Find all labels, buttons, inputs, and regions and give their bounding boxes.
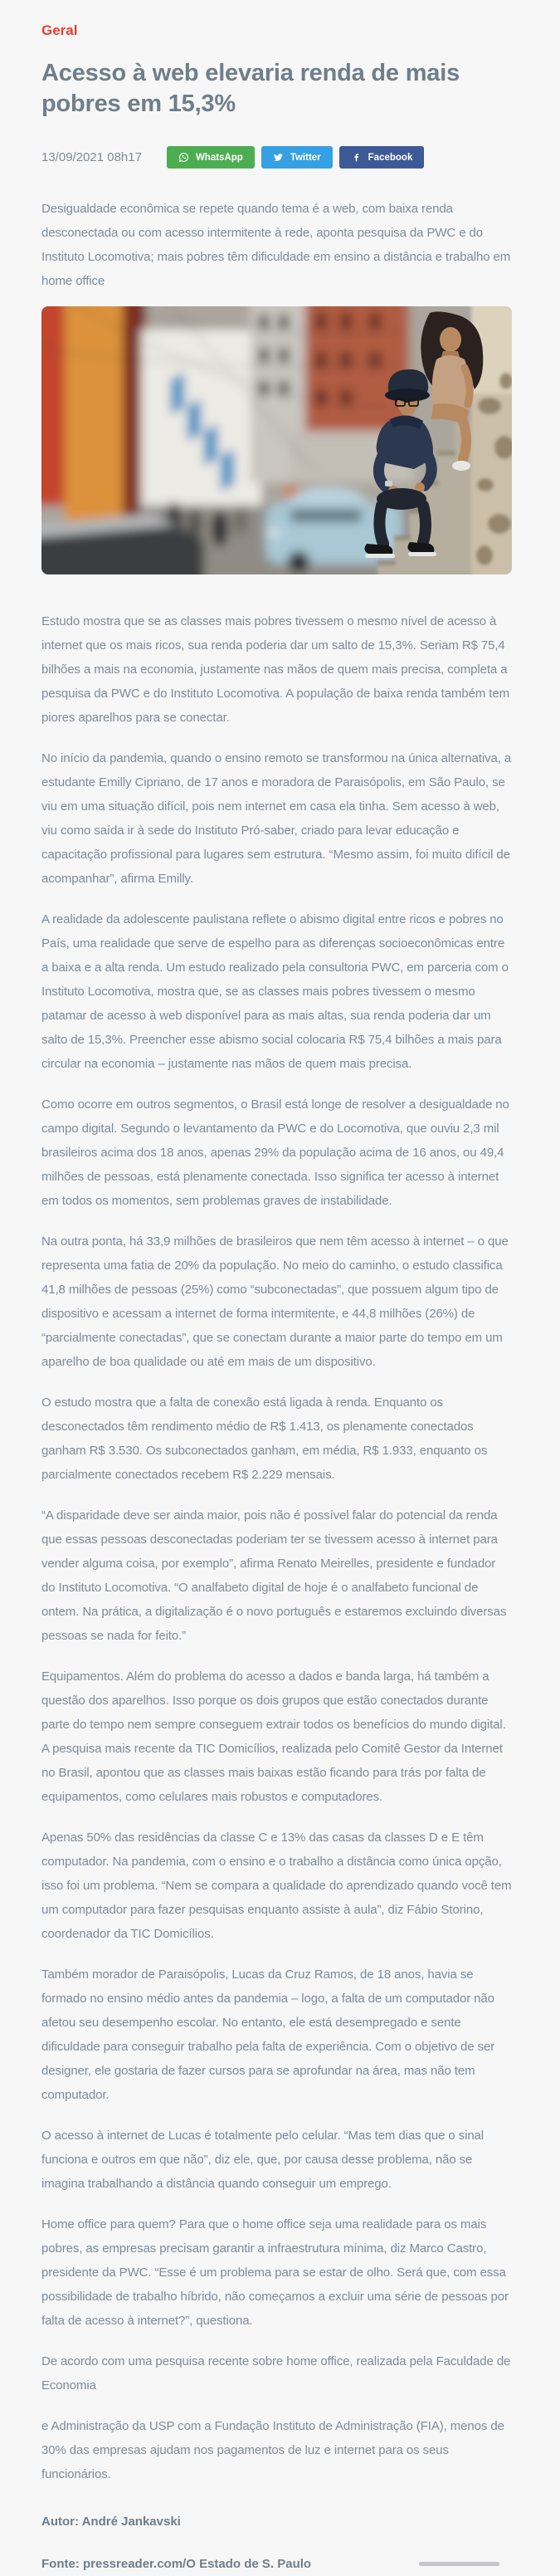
article-paragraph: A realidade da adolescente paulistana reflete o abismo digital entre ricos e pobres no País, uma realidade que serve de espelho para as diferenças socioeconômicas entre a baixa e a alta renda. Um estudo realizado pela consultoria PWC, em parceria com o Instituto Locomotiva, mostra que, se as classes mais pobres tivessem o mesmo patamar de acesso à web disponível para as mais altas, sua renda poderia dar um salto de 15,3%. Preencher esse abismo social colocaria R$ 75,4 bilhões a mais para circular na economia – justamente nas mãos de quem mais precisa. bbox=[41, 912, 509, 1071]
page-title: Acesso à web elevaria renda de mais pobres em 15,3% bbox=[41, 60, 460, 117]
article-photo bbox=[41, 306, 512, 574]
scrollbar-handle[interactable] bbox=[419, 2562, 499, 2566]
article-paragraph: O estudo mostra que a falta de conexão está ligada à renda. Enquanto os desconectados têm rendimento médio de R$ 1.413, os plenamente conectados ganham R$ 3.530. Os subconectados ganham, em média, R$ 1.933, enquanto os parcialmente conectados recebem R$ 2.229 mensais. bbox=[41, 1396, 488, 1482]
facebook-share-button[interactable] bbox=[339, 146, 425, 169]
article-paragraph: Home office para quem? Para que o home office seja uma realidade para os mais pobres, as empresas precisam garantir a infraestrutura mínima, diz Marco Castro, presidente da PWC. “Esse é um problema para se estar de olho. Será que, com essa possibilidade de trabalho híbrido, não começamos a excluir uma série de pessoas por falta de acesso à internet?”, questiona. bbox=[41, 2217, 509, 2328]
article-paragraph: Na outra ponta, há 33,9 milhões de brasileiros que nem têm acesso à internet – o que representa uma fatia de 20% da população. No meio do caminho, o estudo classifica 41,8 milhões de pessoas (25%) como “subconectadas”, que possuem algum tipo de dispositivo e acessam a internet de forma intermitente, e 44,8 milhões (26%) de “parcialmente conectadas”, que se conectam durante a maior parte do tempo em um aparelho de boa qualidade ou até em mais de um dispositivo. bbox=[41, 1234, 509, 1369]
article-body bbox=[41, 609, 512, 2486]
article-paragraph: Equipamentos. Além do problema do acesso a dados e banda larga, há também a questão dos aparelhos. Isso porque os dois grupos que estão conectados durante parte do tempo nem sempre conseguem extrair todos os benefícios do mundo digital. A pesquisa mais recente da TIC Domicílios, realizada pelo Comitê Gestor da Internet no Brasil, apontou que as classes mais baixas estão ficando para trás por falta de equipamentos, como celulares mais robustos e computadores. bbox=[41, 1669, 506, 1804]
source-line: Fonte: pressreader.com/O Estado de S. Paulo bbox=[41, 2557, 312, 2571]
article-paragraph: “A disparidade deve ser ainda maior, pois não é possível falar do potencial da renda que essas pessoas desconectadas poderiam ter se tivessem acesso à internet para vender alguma coisa, por exemplo”, afirma Renato Meirelles, presidente e fundador do Instituto Locomotiva. “O analfabeto digital de hoje é o analfabeto funcional de ontem. Na prática, a digitalização é o novo português e estaremos excluindo diversas pessoas se nada for feito.” bbox=[41, 1508, 507, 1643]
article-paragraph: No início da pandemia, quando o ensino remoto se transformou na única alternativa, a estudante Emilly Cipriano, de 17 anos e moradora de Paraisópolis, em São Paulo, se viu em uma situação difícil, pois nem internet em casa ela tinha. Sem acesso à web, viu como saída ir à sede do Instituto Pró-saber, criado para levar educação e capacitação profissional para lugares sem estrutura. “Mesmo assim, foi muito difícil de acompanhar”, afirma Emilly. bbox=[41, 751, 512, 886]
meta-row bbox=[41, 146, 512, 169]
category-link[interactable]: Geral bbox=[41, 22, 78, 38]
article-paragraph: Como ocorre em outros segmentos, o Brasil está longe de resolver a desigualdade no campo digital. Segundo o levantamento da PWC e do Locomotiva, que ouviu 2,3 mil brasileiros acima dos 18 anos, apenas 29% da população acima de 16 anos, ou 49,4 milhões de pessoas, está plenamente conectada. Isso significa ter acesso à internet em todos os momentos, sem problemas graves de instabilidade. bbox=[41, 1097, 509, 1208]
street-scene-illustration bbox=[41, 306, 512, 574]
share-buttons bbox=[167, 146, 424, 169]
whatsapp-share-button[interactable] bbox=[167, 146, 255, 169]
facebook-label: Facebook bbox=[368, 152, 413, 163]
publish-date: 13/09/2021 08h17 bbox=[41, 150, 142, 164]
twitter-share-button[interactable] bbox=[261, 146, 333, 169]
facebook-icon bbox=[351, 152, 362, 163]
article-paragraph: e Administração da USP com a Fundação Instituto de Administração (FIA), menos de 30% das empresas ajudam nos pagamentos de luz e internet para os seus funcionários. bbox=[41, 2419, 504, 2481]
article-paragraph: Estudo mostra que se as classes mais pobres tivessem o mesmo nível de acesso à internet que os mais ricos, sua renda poderia dar um salto de 15,3%. Seriam R$ 75,4 bilhões a mais na economia, justamente nas mãos de quem mais precisa, completa a pesquisa da PWC e do Instituto Locomotiva. A população de baixa renda também tem piores aparelhos para se conectar. bbox=[41, 614, 510, 725]
article-paragraph: De acordo com uma pesquisa recente sobre home office, realizada pela Faculdade de Economia bbox=[41, 2354, 511, 2393]
author-line: Autor: André Jankavski bbox=[41, 2515, 181, 2529]
article-paragraph: O acesso à internet de Lucas é totalmente pelo celular. “Mas tem dias que o sinal funciona e outros em que não”, diz ele, que, por causa desse problema, não se imagina trabalhando a distância quando conseguir um emprego. bbox=[41, 2129, 485, 2191]
article-summary: Desigualdade econômica se repete quando tema é a web, com baixa renda desconectada ou com acesso intermitente à rede, aponta pesquisa da PWC e do Instituto Locomotiva; mais pobres têm dificuldade em ensino a distância e trabalho em home office bbox=[41, 202, 511, 288]
article-page bbox=[41, 0, 512, 2576]
twitter-icon bbox=[273, 152, 284, 163]
whatsapp-icon bbox=[178, 152, 189, 163]
article-paragraph: Apenas 50% das residências da classe C e 13% das casas da classes D e E têm computador. Na pandemia, com o ensino e o trabalho a distância como única opção, isso foi um problema. “Nem se compara a qualidade do aprendizado quando você tem um computador para fazer pesquisas enquanto assiste à aula”, diz Fábio Storino, coordenador da TIC Domicílios. bbox=[41, 1831, 512, 1941]
twitter-label: Twitter bbox=[290, 152, 321, 163]
whatsapp-label: WhatsApp bbox=[195, 152, 243, 163]
article-paragraph: Também morador de Paraisópolis, Lucas da Cruz Ramos, de 18 anos, havia se formado no ensino médio antes da pandemia – logo, a falta de um computador não afetou seu desempenho escolar. No entanto, ele está desempregado e sente dificuldade para conseguir trabalho pela falta de experiência. Com o objetivo de ser designer, ele gostaria de fazer cursos para se aprofundar na área, mas não tem computador. bbox=[41, 1967, 495, 2102]
